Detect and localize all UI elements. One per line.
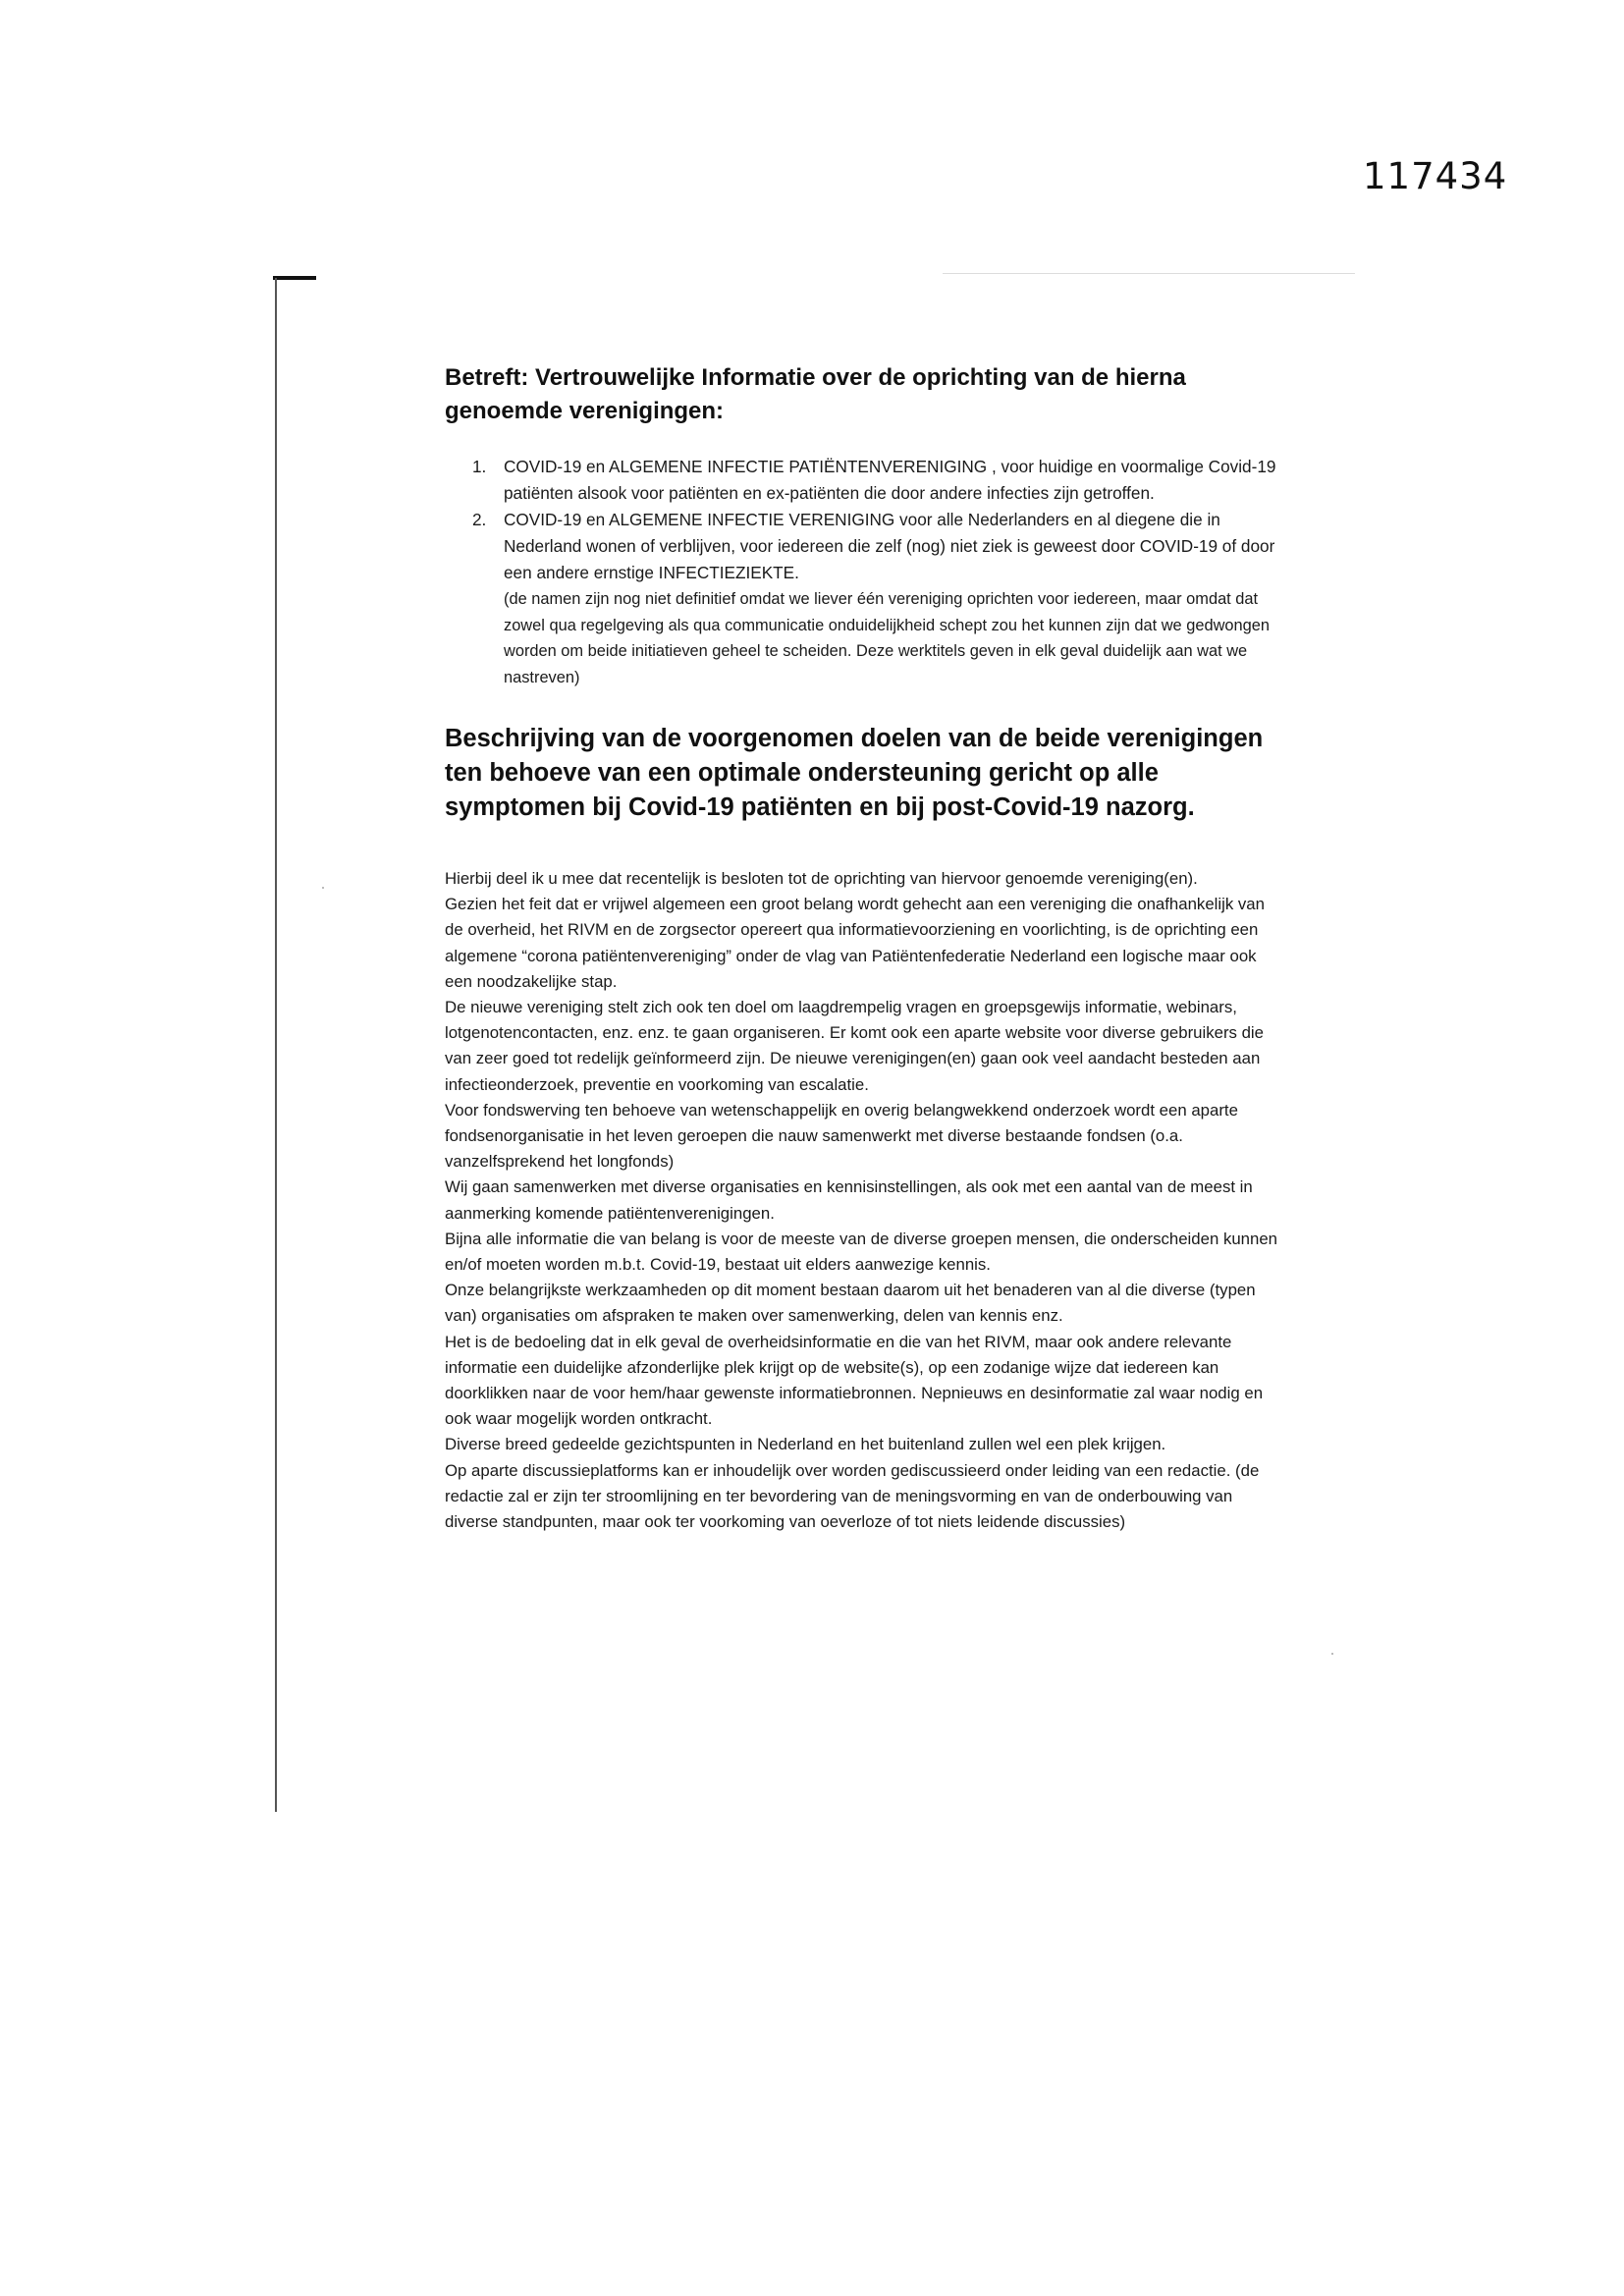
paragraph: Wij gaan samenwerken met diverse organisaties en kennisinstellingen, als ook met een aantal van de meest in aanmerking komende patiëntenverenigingen. xyxy=(445,1177,1253,1223)
paragraph: De nieuwe vereniging stelt zich ook ten doel om laagdrempelig vragen en groepsgewijs informatie, webinars, lotgenotencontacten, enz. enz. te gaan organiseren. Er komt ook een aparte website voor diverse gebruikers die van zeer goed tot redelijk geïnformeerd zijn. De nieuwe verenigingen(en) gaan ook veel aandacht besteden aan infectieonderzoek, preventie en voorkoming van escalatie. xyxy=(445,998,1264,1094)
paragraph: Op aparte discussieplatforms kan er inhoudelijk over worden gediscussieerd onder leiding van een redactie. (de redactie zal er zijn ter stroomlijning en ter bevordering van de meningsvorming en van de onderbouwing van diverse standpunten, maar ook ter voorkoming van oeverloze of tot niets leidende discussies) xyxy=(445,1460,1260,1532)
paragraph: Bijna alle informatie die van belang is voor de meeste van de diverse groepen mensen, die onderscheiden kunnen en/of moeten worden m.b.t. Covid-19, bestaat uit elders aanwezige kennis. xyxy=(445,1229,1277,1275)
scan-edge-top xyxy=(273,276,316,280)
scan-edge-left xyxy=(275,278,277,1812)
association-list xyxy=(445,454,1279,690)
subject-heading: Betreft: Vertrouwelijke Informatie over de oprichting van de hierna genoemde verenigingen: xyxy=(445,364,1186,424)
list-item-number: 1. xyxy=(472,457,487,476)
list-item-number: 2. xyxy=(472,510,487,529)
body-text xyxy=(445,866,1279,1535)
list-item-text: COVID-19 en ALGEMENE INFECTIE VERENIGING voor alle Nederlanders en al diegene die in Nederland wonen of verblijven, voor iedereen die zelf (nog) niet ziek is geweest door COVID-19 of door een andere ernstige INFECTIEZIEKTE. xyxy=(504,510,1275,582)
document-body xyxy=(445,361,1279,1535)
document-number: 117434 xyxy=(1363,155,1508,197)
scan-speck xyxy=(1331,1653,1333,1655)
scan-speck xyxy=(322,887,324,889)
paragraph: Hierbij deel ik u mee dat recentelijk is besloten tot de oprichting van hiervoor genoemde vereniging(en). xyxy=(445,869,1198,888)
list-item-note: (de namen zijn nog niet definitief omdat we liever één vereniging oprichten voor iedereen, maar omdat dat zowel qua regelgeving als qua communicatie onduidelijkheid schept zou het kunnen zijn dat we gedwongen worden om beide initiatieven geheel te scheiden. Deze werktitels geven in elk geval duidelijk aan wat we nastreven) xyxy=(504,590,1270,686)
paragraph: Gezien het feit dat er vrijwel algemeen een groot belang wordt gehecht aan een vereniging die onafhankelijk van de overheid, het RIVM en de zorgsector opereert qua informatievoorziening en voorlichting, is de oprichting een algemene “corona patiëntenvereniging” onder de vlag van Patiëntenfederatie Nederland een logische maar ook een noodzakelijke stap. xyxy=(445,895,1265,991)
paragraph: Onze belangrijkste werkzaamheden op dit moment bestaan daarom uit het benaderen van al die diverse (typen van) organisaties om afspraken te maken over samenwerking, delen van kennis enz. xyxy=(445,1281,1256,1326)
scan-edge-faint xyxy=(943,273,1355,274)
list-item xyxy=(472,507,1279,690)
paragraph: Het is de bedoeling dat in elk geval de overheidsinformatie en die van het RIVM, maar ook andere relevante informatie een duidelijke afzonderlijke plek krijgt op de website(s), op een zodanige wijze dat iedereen kan doorklikken naar de voor hem/haar gewenste informatiebronnen. Nepnieuws en desinformatie zal waar nodig en ook waar mogelijk worden ontkracht. xyxy=(445,1332,1264,1429)
section-heading: Beschrijving van de voorgenomen doelen van de beide verenigingen ten behoeve van een optimale ondersteuning gericht op alle symptomen bij Covid-19 patiënten en bij post-Covid-19 nazorg. xyxy=(445,725,1264,821)
list-item xyxy=(472,454,1279,507)
list-item-text: COVID-19 en ALGEMENE INFECTIE PATIËNTENVERENIGING , voor huidige en voormalige Covid-19 patiënten alsook voor patiënten en ex-patiënten die door andere infecties zijn getroffen. xyxy=(504,457,1276,503)
paragraph: Diverse breed gedeelde gezichtspunten in Nederland en het buitenland zullen wel een plek krijgen. xyxy=(445,1435,1166,1454)
paragraph: Voor fondswerving ten behoeve van wetenschappelijk en overig belangwekkend onderzoek wordt een aparte fondsenorganisatie in het leven geroepen die nauw samenwerkt met diverse bestaande fondsen (o.a. vanzelfsprekend het longfonds) xyxy=(445,1100,1238,1172)
